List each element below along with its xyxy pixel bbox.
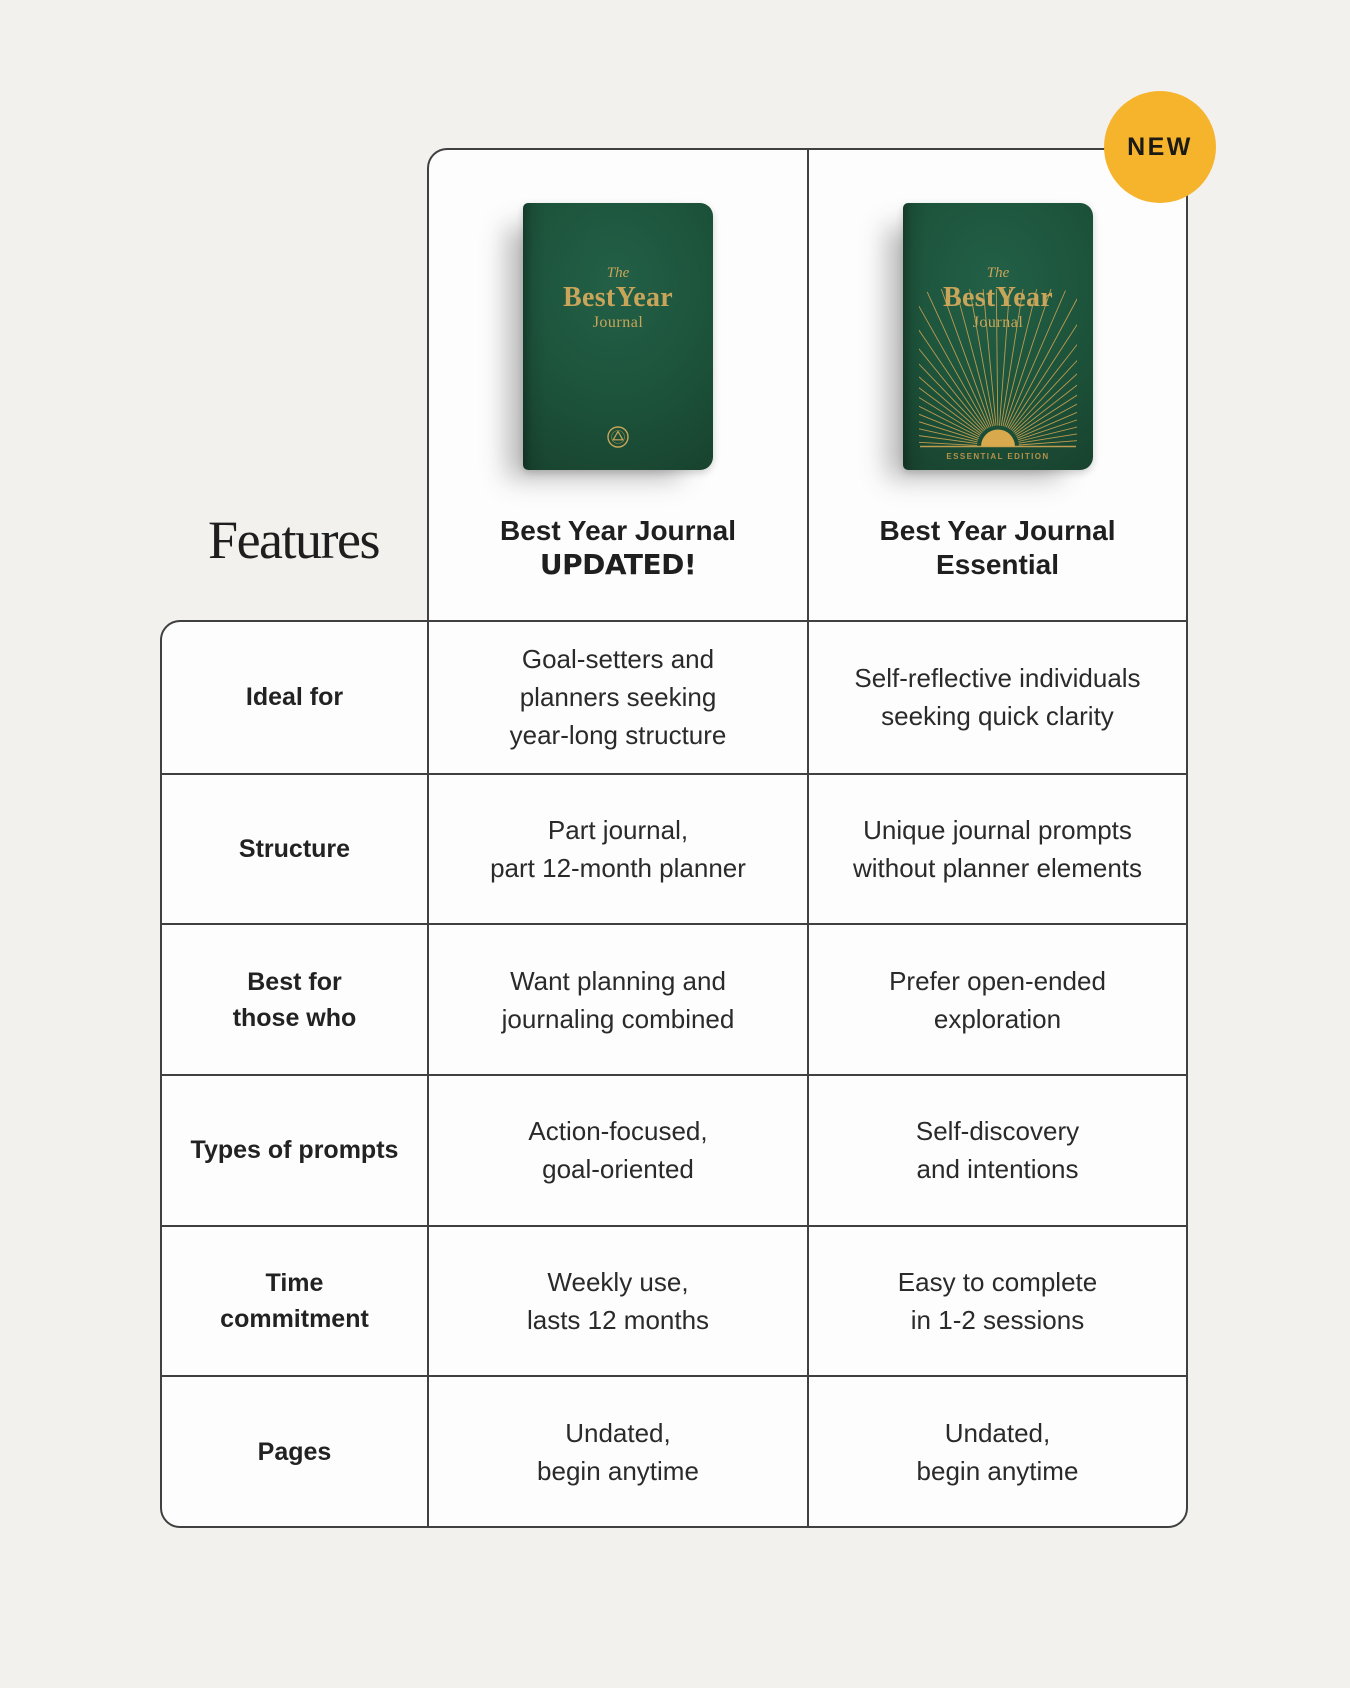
cell-essential-best-for: Prefer open-ended exploration	[807, 923, 1186, 1074]
row-label-ideal-for: Ideal for	[245, 683, 344, 712]
product-name-line2: Essential	[936, 549, 1059, 580]
cover-title-main: Best Year	[563, 282, 673, 313]
journal-emblem-icon	[606, 425, 630, 449]
cover-title-sub: Journal	[972, 314, 1024, 331]
new-badge	[1104, 91, 1216, 203]
sunburst-icon	[903, 203, 1093, 470]
cell-essential-ideal-for: Self-reflective individuals seeking quick clarity	[807, 622, 1186, 773]
cover-edition-label: ESSENTIAL EDITION	[946, 452, 1050, 461]
product-name-line1: Best Year Journal	[879, 515, 1116, 546]
book-cover-essential	[903, 203, 1093, 470]
row-label-prompt-types: Types of prompts	[162, 1074, 427, 1225]
cell-essential-time-commitment: Easy to complete in 1-2 sessions	[807, 1225, 1186, 1376]
cover-title-the: The	[606, 265, 630, 281]
cell-updated-structure: Part journal, part 12-month planner	[427, 773, 807, 924]
new-badge-label: NEW	[1127, 132, 1193, 161]
product-name-line1: Best Year Journal	[499, 515, 737, 546]
product-name-line2: UPDATED!	[539, 548, 697, 581]
cell-updated-ideal-for: Goal-setters and planners seeking year-long structure	[427, 622, 807, 773]
row-label-time-commitment: Time commitment	[162, 1225, 427, 1376]
row-label-pages: Pages	[162, 1375, 427, 1526]
book-cover-updated	[523, 203, 713, 470]
cover-title-main: Best Year	[943, 282, 1053, 313]
cell-updated-pages: Undated, begin anytime	[427, 1375, 807, 1526]
row-label-structure: Structure	[162, 773, 427, 924]
cell-essential-prompt-types: Self-discovery and intentions	[807, 1074, 1186, 1225]
cell-updated-time-commitment: Weekly use, lasts 12 months	[427, 1225, 807, 1376]
features-heading: Features	[208, 510, 379, 570]
comparison-table	[160, 620, 1188, 1528]
product-name-updated	[429, 514, 807, 582]
cell-updated-prompt-types: Action-focused, goal-oriented	[427, 1074, 807, 1225]
cell-essential-pages: Undated, begin anytime	[807, 1375, 1186, 1526]
cell-updated-best-for: Want planning and journaling combined	[427, 923, 807, 1074]
product-name-essential	[809, 514, 1186, 582]
cell-essential-structure: Unique journal prompts without planner elements	[807, 773, 1186, 924]
cover-title-sub: Journal	[592, 314, 644, 331]
cover-title-the: The	[986, 265, 1010, 281]
row-label-best-for: Best for those who	[162, 923, 427, 1074]
